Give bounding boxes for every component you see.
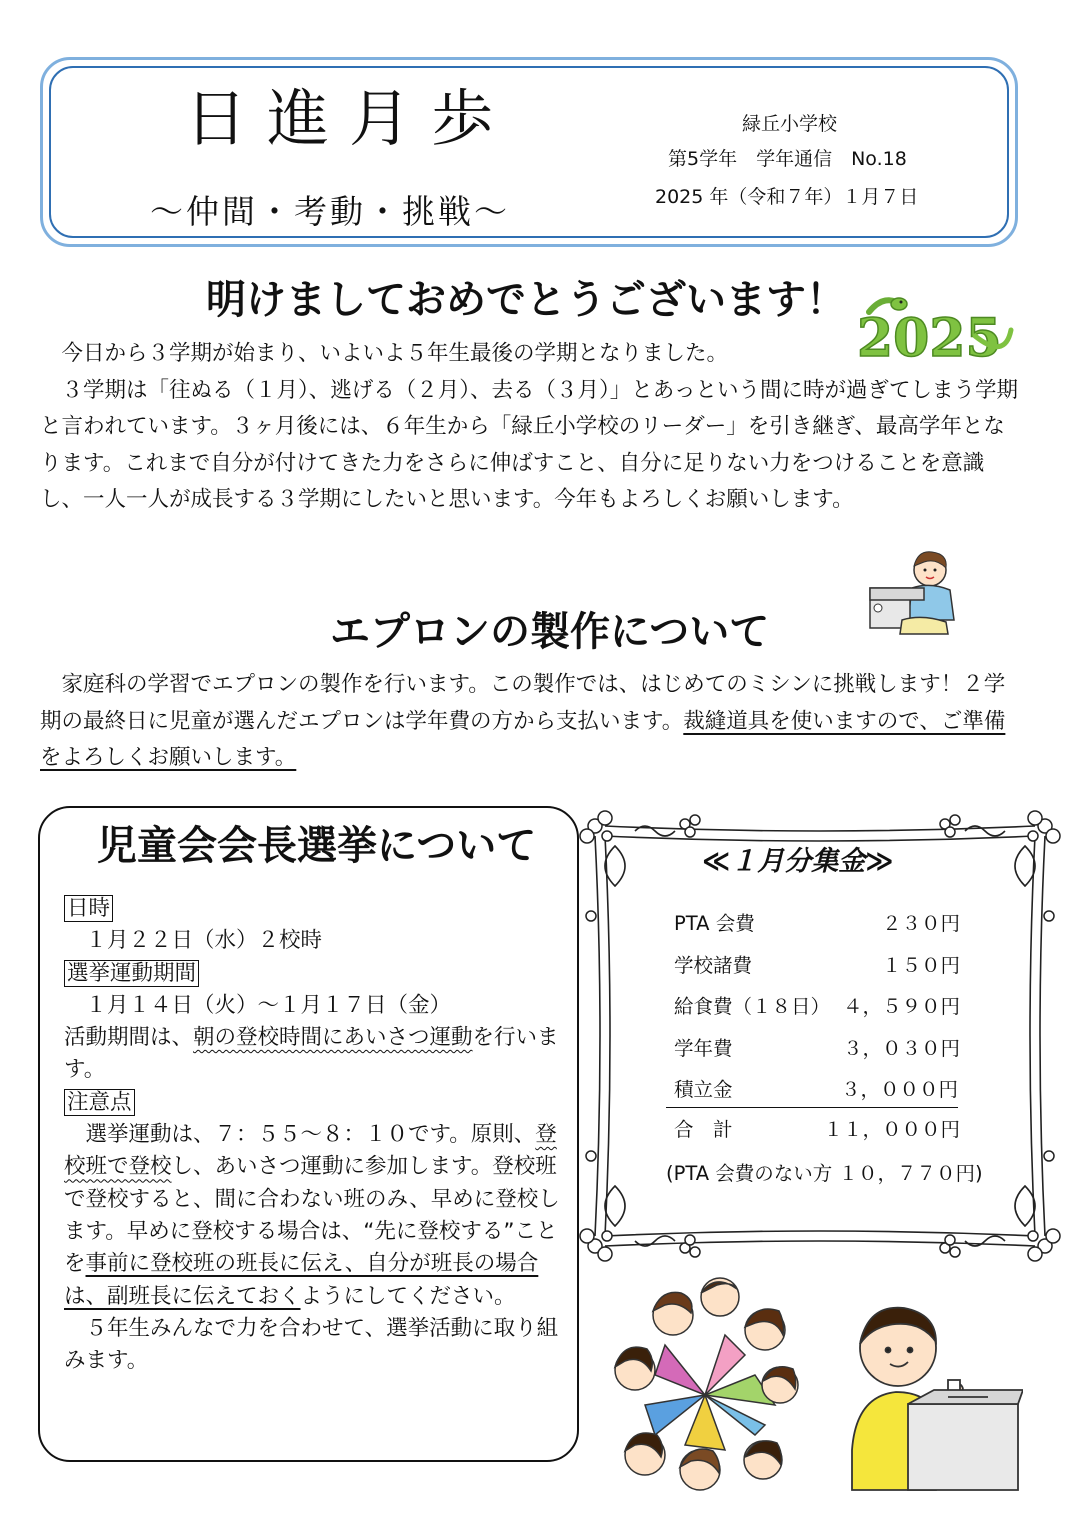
election-closing: ５年生みんなで力を合わせて、選挙活動に取り組みます。 xyxy=(64,1315,559,1374)
fee-row xyxy=(666,944,986,986)
newsletter-subtitle: ～仲間・考動・挑戦～ xyxy=(150,192,510,231)
children-huddle-illustration xyxy=(605,1275,805,1500)
new-year-heading: 明けましておめでとうございます！ xyxy=(206,277,846,323)
fee-note: (PTA 会費のない方 １０，７７０円) xyxy=(666,1162,983,1185)
election-date-value: １月２２日（水）２校時 xyxy=(85,928,323,954)
fee-title: ≪１月分集金≫ xyxy=(702,846,894,877)
ballot-box-illustration xyxy=(838,1300,1023,1500)
issue-number: 第5学年 学年通信 No.18 xyxy=(668,148,907,170)
apron-heading: エプロンの製作について xyxy=(330,609,770,655)
fee-amount: １５０円 xyxy=(881,953,960,977)
fee-amount: ４，５９０円 xyxy=(842,995,960,1018)
notes-label: 注意点 xyxy=(64,1089,135,1116)
apron-preparation-note: 裁縫道具を使いますので、ご準備をよろしくお願いします。 xyxy=(40,708,1006,770)
campaign-period-label: 選挙運動期間 xyxy=(64,960,199,987)
notes-emphasis-2: 事前に登校班の班長に伝え、自分が班長の場合は、副班長に伝えておく xyxy=(64,1251,539,1309)
election-heading: 児童会会長選挙について xyxy=(97,823,537,869)
notes-emphasis-1: 登校班で登校 xyxy=(64,1122,557,1180)
notes-text-1: 選挙運動は、７：５５～８：１０です。原則、 xyxy=(85,1122,536,1148)
issue-date: 2025 年（令和７年）１月７日 xyxy=(655,186,919,208)
fee-table xyxy=(666,902,986,1185)
fee-row xyxy=(666,985,986,1027)
notes-paragraph xyxy=(64,1119,564,1313)
fee-amount: ３，０３０円 xyxy=(842,1036,960,1060)
fee-name: 積立金 xyxy=(674,1078,733,1101)
apron-text: 家庭科の学習でエプロンの製作を行います。この製作では、はじめてのミシンに挑戦します！２学期の最終日に児童が選んだエプロンは学年費の方から支払います。 xyxy=(40,672,1006,734)
fee-amount: １１，０００円 xyxy=(823,1118,960,1141)
fee-row xyxy=(666,902,986,944)
new-year-paragraph-1: 今日から３学期が始まり、いよいよ５年生最後の学期となりました。 xyxy=(61,341,729,366)
fee-total-row xyxy=(666,1108,986,1150)
snake-2025-text: 2025 xyxy=(857,308,1002,362)
fee-name: 学校諸費 xyxy=(674,953,753,977)
election-date-label: 日時 xyxy=(64,895,113,922)
fee-name: PTA 会費 xyxy=(674,912,755,935)
notes-text-2: し、あいさつ運動に参加します。登校班で登校すると、間に合わない班のみ、早めに登校します。早めに登校する場合は、“先に登校する”ことを xyxy=(64,1154,560,1277)
campaign-activity xyxy=(64,1022,564,1087)
fee-row xyxy=(666,1068,958,1108)
campaign-period-value: １月１４日（火）～１月１７日（金） xyxy=(85,992,452,1018)
notes-text-3: ようにしてください。 xyxy=(300,1283,516,1309)
newsletter-title: 日進月歩 xyxy=(185,82,514,155)
fee-row xyxy=(666,1027,986,1069)
fee-name: 学年費 xyxy=(674,1036,733,1060)
new-year-paragraph-2: ３学期は「往ぬる（１月）、逃げる（２月）、去る（３月）」とあっという間に時が過ぎてしまう学期と言われています。３ヶ月後には、６年生から「緑丘小学校のリーダー」を引き継ぎ、最高学年となります。これまで自分が付けてきた力をさらに伸ばすこと、自分に足りない力をつけることを意識し、一人一人が成長する３学期にしたいと思います。今年もよろしくお願いします。 xyxy=(40,377,1019,512)
activity-text: 活動期間は、 xyxy=(64,1025,194,1051)
fee-amount: ２３０円 xyxy=(881,912,960,935)
election-body xyxy=(64,893,564,1377)
activity-emphasis: 朝の登校時間にあいさつ運動 xyxy=(193,1025,473,1051)
fee-name: 合 計 xyxy=(674,1118,733,1141)
activity-text-end: を行います。 xyxy=(64,1025,559,1083)
fee-amount: ３，０００円 xyxy=(840,1078,958,1101)
apron-body xyxy=(40,667,1025,777)
sewing-machine-illustration xyxy=(862,548,962,638)
fee-name: 給食費（１８日） xyxy=(674,995,831,1018)
school-name: 緑丘小学校 xyxy=(742,113,838,135)
new-year-body xyxy=(40,336,1025,519)
